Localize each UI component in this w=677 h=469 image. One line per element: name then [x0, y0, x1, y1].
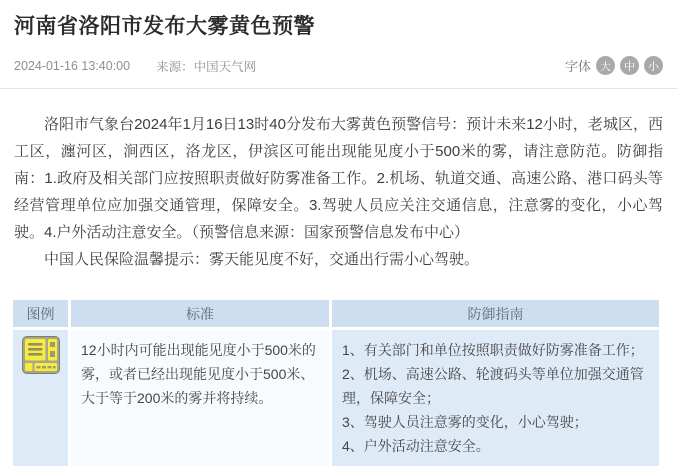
header-standard: 标准	[71, 300, 329, 327]
guide-item-4: 4、户外活动注意安全。	[342, 438, 490, 454]
standard-cell: 12小时内可能出现能见度小于500米的雾，或者已经出现能见度小于500米、大于等于200米的雾并将持续。	[71, 330, 329, 466]
insurance-tip-paragraph: 中国人民保险温馨提示：雾天能见度不好，交通出行需小心驾驶。	[44, 251, 480, 268]
warning-legend-table	[10, 297, 662, 469]
font-label: 字体	[564, 59, 591, 74]
font-size-large-button[interactable]: 大	[596, 56, 615, 75]
header-divider	[0, 88, 677, 89]
guide-item-1: 1、有关部门和单位按照职责做好防雾准备工作；	[342, 342, 644, 358]
publish-datetime: 2024-01-16 13:40:00	[14, 58, 131, 73]
meta-row	[14, 56, 663, 75]
source-label: 来源：中国天气网	[156, 59, 257, 74]
warning-paragraph: 洛阳市气象台2024年1月16日13时40分发布大雾黄色预警信号：预计未来12小时，老城区，西工区，瀍河区，涧西区，洛龙区，伊滨区可能出现能见度小于500米的雾，请注意防范。防御指南：1.政府及相关部门应按照职责做好防雾准备工作。2.机场、轨道交通、高速公路、港口码头等经营管理单位应加强交通管理，保障安全。3.驾驶人员应关注交通信息，注意雾的变化，小心驾驶。4.户外活动注意安全。（预警信息来源：国家预警信息发布中心）	[14, 116, 663, 241]
legend-cell	[13, 330, 68, 466]
font-size-small-button[interactable]: 小	[644, 56, 663, 75]
font-size-controls	[565, 56, 663, 75]
page-title: 河南省洛阳市发布大雾黄色预警	[14, 15, 315, 38]
article-body	[14, 111, 663, 273]
header-legend: 图例	[13, 300, 68, 327]
guide-cell	[332, 330, 659, 466]
guide-item-2: 2、机场、高速公路、轮渡码头等单位加强交通管理，保障安全；	[342, 366, 644, 406]
meta-info	[14, 57, 256, 75]
guide-item-3: 3、驾驶人员注意雾的变化，小心驾驶；	[342, 414, 588, 430]
fog-yellow-warning-icon	[22, 336, 60, 374]
table-header-row	[13, 300, 659, 327]
table-row	[13, 330, 659, 466]
font-size-medium-button[interactable]: 中	[620, 56, 639, 75]
header-guide: 防御指南	[332, 300, 659, 327]
